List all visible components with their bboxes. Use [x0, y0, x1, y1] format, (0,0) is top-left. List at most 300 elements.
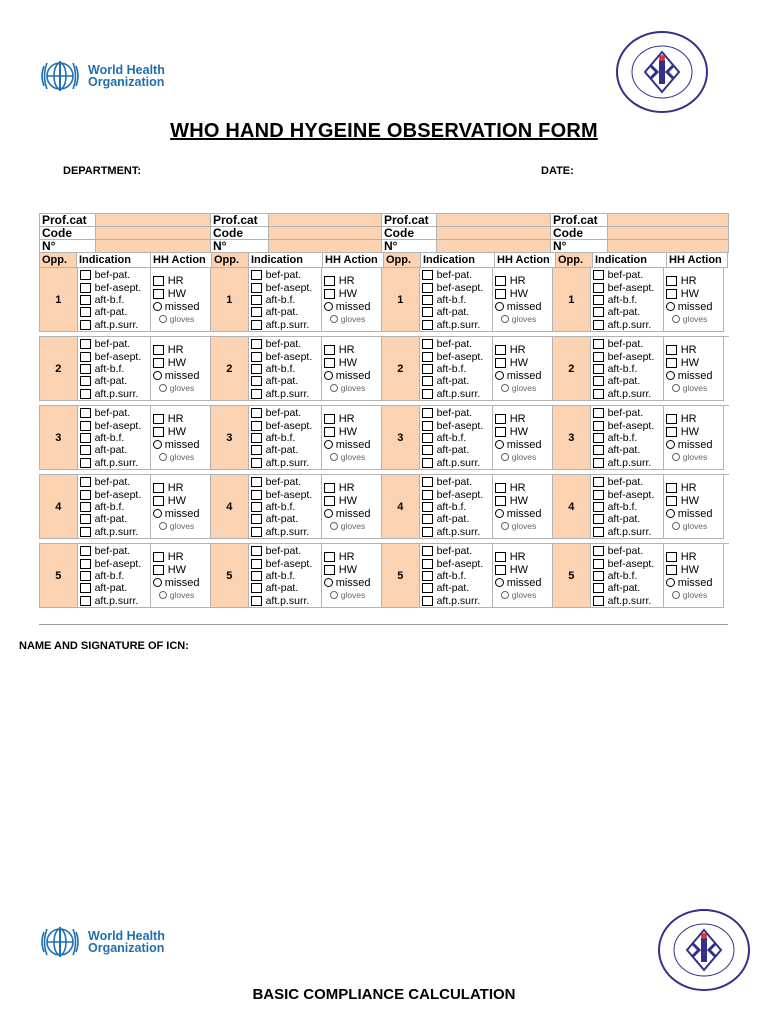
checkbox[interactable]	[495, 276, 506, 286]
checkbox[interactable]	[593, 283, 604, 293]
action-option-hr[interactable]	[493, 274, 552, 287]
prof-cat-field[interactable]	[608, 214, 729, 227]
indication-option[interactable]	[249, 375, 321, 387]
checkbox[interactable]	[495, 358, 506, 368]
checkbox[interactable]	[422, 389, 433, 399]
radio-button[interactable]	[501, 522, 509, 530]
action-option-missed[interactable]	[664, 369, 723, 382]
action-option-missed[interactable]	[493, 438, 552, 451]
action-option-missed[interactable]	[322, 438, 381, 451]
action-option-hr[interactable]	[493, 343, 552, 356]
action-option-hr[interactable]	[664, 412, 723, 425]
checkbox[interactable]	[80, 514, 91, 524]
checkbox[interactable]	[593, 421, 604, 431]
action-option-hw[interactable]	[493, 287, 552, 300]
checkbox[interactable]	[422, 559, 433, 569]
prof-cat-field[interactable]	[96, 214, 211, 227]
indication-option[interactable]	[591, 557, 663, 569]
checkbox[interactable]	[153, 427, 164, 437]
indication-option[interactable]	[78, 457, 150, 469]
indication-option[interactable]	[78, 306, 150, 318]
action-option-hr[interactable]	[493, 550, 552, 563]
checkbox[interactable]	[593, 583, 604, 593]
radio-button[interactable]	[495, 371, 504, 380]
checkbox[interactable]	[251, 445, 262, 455]
radio-button[interactable]	[495, 302, 504, 311]
indication-option[interactable]	[420, 582, 492, 594]
checkbox[interactable]	[80, 339, 91, 349]
indication-option[interactable]	[249, 513, 321, 525]
indication-option[interactable]	[591, 407, 663, 419]
action-option-hw[interactable]	[493, 356, 552, 369]
checkbox[interactable]	[324, 552, 335, 562]
indication-option[interactable]	[249, 294, 321, 306]
checkbox[interactable]	[324, 565, 335, 575]
radio-button[interactable]	[153, 371, 162, 380]
checkbox[interactable]	[422, 421, 433, 431]
checkbox[interactable]	[593, 433, 604, 443]
indication-option[interactable]	[591, 388, 663, 400]
indication-option[interactable]	[420, 338, 492, 350]
indication-option[interactable]	[249, 269, 321, 281]
indication-option[interactable]	[78, 570, 150, 582]
action-option-missed[interactable]	[664, 300, 723, 313]
indication-option[interactable]	[249, 488, 321, 500]
checkbox[interactable]	[593, 571, 604, 581]
action-option-hr[interactable]	[493, 412, 552, 425]
action-option-hr[interactable]	[664, 550, 723, 563]
checkbox[interactable]	[80, 583, 91, 593]
indication-option[interactable]	[591, 488, 663, 500]
code-field[interactable]	[96, 227, 211, 240]
checkbox[interactable]	[251, 596, 262, 606]
checkbox[interactable]	[251, 583, 262, 593]
checkbox[interactable]	[251, 490, 262, 500]
radio-button[interactable]	[495, 578, 504, 587]
checkbox[interactable]	[422, 596, 433, 606]
indication-option[interactable]	[78, 444, 150, 456]
action-option-hw[interactable]	[493, 563, 552, 576]
indication-option[interactable]	[78, 419, 150, 431]
indication-option[interactable]	[78, 557, 150, 569]
indication-option[interactable]	[249, 557, 321, 569]
indication-option[interactable]	[591, 476, 663, 488]
code-field[interactable]	[608, 227, 729, 240]
indication-option[interactable]	[420, 488, 492, 500]
checkbox[interactable]	[495, 483, 506, 493]
checkbox[interactable]	[251, 283, 262, 293]
checkbox[interactable]	[251, 376, 262, 386]
checkbox[interactable]	[251, 502, 262, 512]
action-option-hw[interactable]	[493, 494, 552, 507]
radio-button[interactable]	[501, 591, 509, 599]
checkbox[interactable]	[324, 289, 335, 299]
number-field[interactable]	[269, 240, 382, 253]
prof-cat-field[interactable]	[437, 214, 551, 227]
indication-option[interactable]	[78, 319, 150, 331]
checkbox[interactable]	[593, 408, 604, 418]
radio-button[interactable]	[501, 315, 509, 323]
action-option-gloves[interactable]	[664, 382, 723, 394]
indication-option[interactable]	[249, 338, 321, 350]
checkbox[interactable]	[593, 389, 604, 399]
action-option-gloves[interactable]	[151, 451, 210, 463]
indication-option[interactable]	[420, 501, 492, 513]
action-option-missed[interactable]	[493, 576, 552, 589]
action-option-hw[interactable]	[322, 425, 381, 438]
radio-button[interactable]	[672, 522, 680, 530]
action-option-hw[interactable]	[322, 356, 381, 369]
checkbox[interactable]	[422, 408, 433, 418]
checkbox[interactable]	[251, 458, 262, 468]
checkbox[interactable]	[593, 514, 604, 524]
indication-option[interactable]	[420, 269, 492, 281]
checkbox[interactable]	[422, 502, 433, 512]
checkbox[interactable]	[422, 458, 433, 468]
checkbox[interactable]	[80, 571, 91, 581]
checkbox[interactable]	[80, 596, 91, 606]
indication-option[interactable]	[249, 319, 321, 331]
action-option-hr[interactable]	[151, 481, 210, 494]
number-field[interactable]	[96, 240, 211, 253]
checkbox[interactable]	[593, 490, 604, 500]
checkbox[interactable]	[422, 583, 433, 593]
action-option-gloves[interactable]	[664, 520, 723, 532]
indication-option[interactable]	[249, 281, 321, 293]
checkbox[interactable]	[422, 490, 433, 500]
action-option-hr[interactable]	[664, 274, 723, 287]
radio-button[interactable]	[330, 315, 338, 323]
indication-option[interactable]	[78, 294, 150, 306]
checkbox[interactable]	[80, 477, 91, 487]
checkbox[interactable]	[80, 421, 91, 431]
checkbox[interactable]	[593, 270, 604, 280]
indication-option[interactable]	[420, 457, 492, 469]
checkbox[interactable]	[422, 283, 433, 293]
action-option-gloves[interactable]	[151, 382, 210, 394]
action-option-missed[interactable]	[664, 438, 723, 451]
indication-option[interactable]	[78, 375, 150, 387]
indication-option[interactable]	[78, 488, 150, 500]
radio-button[interactable]	[330, 453, 338, 461]
checkbox[interactable]	[422, 295, 433, 305]
action-option-gloves[interactable]	[322, 313, 381, 325]
checkbox[interactable]	[422, 514, 433, 524]
checkbox[interactable]	[593, 596, 604, 606]
indication-option[interactable]	[78, 363, 150, 375]
action-option-hw[interactable]	[322, 563, 381, 576]
indication-option[interactable]	[420, 407, 492, 419]
indication-option[interactable]	[420, 294, 492, 306]
checkbox[interactable]	[153, 552, 164, 562]
checkbox[interactable]	[324, 483, 335, 493]
radio-button[interactable]	[672, 591, 680, 599]
action-option-missed[interactable]	[151, 576, 210, 589]
indication-option[interactable]	[591, 526, 663, 538]
radio-button[interactable]	[330, 522, 338, 530]
checkbox[interactable]	[251, 477, 262, 487]
indication-option[interactable]	[420, 432, 492, 444]
indication-option[interactable]	[591, 419, 663, 431]
action-option-gloves[interactable]	[322, 451, 381, 463]
action-option-hr[interactable]	[151, 274, 210, 287]
checkbox[interactable]	[495, 565, 506, 575]
radio-button[interactable]	[153, 440, 162, 449]
indication-option[interactable]	[78, 595, 150, 607]
radio-button[interactable]	[159, 384, 167, 392]
indication-option[interactable]	[591, 582, 663, 594]
checkbox[interactable]	[251, 546, 262, 556]
indication-option[interactable]	[249, 501, 321, 513]
number-field[interactable]	[608, 240, 729, 253]
checkbox[interactable]	[80, 490, 91, 500]
checkbox[interactable]	[251, 339, 262, 349]
action-option-missed[interactable]	[322, 369, 381, 382]
indication-option[interactable]	[591, 513, 663, 525]
indication-option[interactable]	[249, 363, 321, 375]
indication-option[interactable]	[249, 476, 321, 488]
indication-option[interactable]	[78, 545, 150, 557]
checkbox[interactable]	[324, 358, 335, 368]
checkbox[interactable]	[422, 376, 433, 386]
checkbox[interactable]	[593, 458, 604, 468]
checkbox[interactable]	[666, 483, 677, 493]
checkbox[interactable]	[422, 307, 433, 317]
radio-button[interactable]	[495, 440, 504, 449]
action-option-gloves[interactable]	[493, 313, 552, 325]
checkbox[interactable]	[666, 427, 677, 437]
checkbox[interactable]	[666, 414, 677, 424]
indication-option[interactable]	[420, 375, 492, 387]
checkbox[interactable]	[251, 307, 262, 317]
radio-button[interactable]	[495, 509, 504, 518]
action-option-hr[interactable]	[493, 481, 552, 494]
indication-option[interactable]	[249, 545, 321, 557]
checkbox[interactable]	[422, 546, 433, 556]
indication-option[interactable]	[420, 419, 492, 431]
indication-option[interactable]	[249, 444, 321, 456]
radio-button[interactable]	[330, 591, 338, 599]
indication-option[interactable]	[249, 595, 321, 607]
action-option-missed[interactable]	[322, 507, 381, 520]
radio-button[interactable]	[324, 371, 333, 380]
radio-button[interactable]	[666, 302, 675, 311]
checkbox[interactable]	[324, 496, 335, 506]
checkbox[interactable]	[80, 408, 91, 418]
checkbox[interactable]	[80, 283, 91, 293]
checkbox[interactable]	[422, 527, 433, 537]
checkbox[interactable]	[593, 352, 604, 362]
checkbox[interactable]	[666, 565, 677, 575]
indication-option[interactable]	[591, 501, 663, 513]
checkbox[interactable]	[324, 427, 335, 437]
checkbox[interactable]	[666, 358, 677, 368]
checkbox[interactable]	[593, 364, 604, 374]
checkbox[interactable]	[324, 345, 335, 355]
checkbox[interactable]	[80, 389, 91, 399]
checkbox[interactable]	[80, 307, 91, 317]
action-option-gloves[interactable]	[322, 520, 381, 532]
checkbox[interactable]	[153, 483, 164, 493]
action-option-hr[interactable]	[151, 550, 210, 563]
checkbox[interactable]	[80, 364, 91, 374]
action-option-gloves[interactable]	[493, 451, 552, 463]
checkbox[interactable]	[251, 421, 262, 431]
indication-option[interactable]	[249, 388, 321, 400]
indication-option[interactable]	[420, 513, 492, 525]
action-option-hw[interactable]	[322, 287, 381, 300]
radio-button[interactable]	[672, 315, 680, 323]
radio-button[interactable]	[159, 315, 167, 323]
checkbox[interactable]	[153, 414, 164, 424]
indication-option[interactable]	[249, 432, 321, 444]
radio-button[interactable]	[666, 578, 675, 587]
checkbox[interactable]	[593, 559, 604, 569]
indication-option[interactable]	[591, 432, 663, 444]
checkbox[interactable]	[80, 270, 91, 280]
action-option-hr[interactable]	[322, 274, 381, 287]
action-option-gloves[interactable]	[493, 589, 552, 601]
checkbox[interactable]	[422, 352, 433, 362]
checkbox[interactable]	[422, 433, 433, 443]
checkbox[interactable]	[251, 559, 262, 569]
action-option-hr[interactable]	[664, 481, 723, 494]
action-option-hw[interactable]	[151, 494, 210, 507]
radio-button[interactable]	[324, 578, 333, 587]
radio-button[interactable]	[672, 384, 680, 392]
indication-option[interactable]	[78, 388, 150, 400]
action-option-missed[interactable]	[151, 507, 210, 520]
radio-button[interactable]	[501, 453, 509, 461]
radio-button[interactable]	[153, 578, 162, 587]
radio-button[interactable]	[324, 509, 333, 518]
indication-option[interactable]	[78, 281, 150, 293]
checkbox[interactable]	[593, 376, 604, 386]
radio-button[interactable]	[159, 453, 167, 461]
checkbox[interactable]	[495, 414, 506, 424]
indication-option[interactable]	[591, 444, 663, 456]
checkbox[interactable]	[593, 295, 604, 305]
action-option-missed[interactable]	[151, 369, 210, 382]
indication-option[interactable]	[591, 294, 663, 306]
checkbox[interactable]	[666, 496, 677, 506]
checkbox[interactable]	[666, 289, 677, 299]
radio-button[interactable]	[666, 440, 675, 449]
action-option-hw[interactable]	[151, 563, 210, 576]
indication-option[interactable]	[591, 306, 663, 318]
checkbox[interactable]	[153, 276, 164, 286]
action-option-hw[interactable]	[664, 287, 723, 300]
action-option-hr[interactable]	[322, 343, 381, 356]
checkbox[interactable]	[251, 389, 262, 399]
checkbox[interactable]	[153, 345, 164, 355]
indication-option[interactable]	[591, 319, 663, 331]
code-field[interactable]	[437, 227, 551, 240]
prof-cat-field[interactable]	[269, 214, 382, 227]
action-option-hw[interactable]	[322, 494, 381, 507]
action-option-missed[interactable]	[151, 438, 210, 451]
checkbox[interactable]	[251, 408, 262, 418]
radio-button[interactable]	[324, 302, 333, 311]
checkbox[interactable]	[80, 295, 91, 305]
action-option-gloves[interactable]	[493, 520, 552, 532]
indication-option[interactable]	[78, 526, 150, 538]
indication-option[interactable]	[78, 582, 150, 594]
checkbox[interactable]	[153, 358, 164, 368]
checkbox[interactable]	[495, 289, 506, 299]
indication-option[interactable]	[249, 457, 321, 469]
indication-option[interactable]	[420, 545, 492, 557]
checkbox[interactable]	[593, 477, 604, 487]
checkbox[interactable]	[666, 552, 677, 562]
checkbox[interactable]	[80, 445, 91, 455]
indication-option[interactable]	[591, 269, 663, 281]
indication-option[interactable]	[591, 281, 663, 293]
indication-option[interactable]	[591, 363, 663, 375]
checkbox[interactable]	[422, 320, 433, 330]
action-option-gloves[interactable]	[322, 382, 381, 394]
action-option-hw[interactable]	[664, 356, 723, 369]
checkbox[interactable]	[593, 546, 604, 556]
checkbox[interactable]	[251, 320, 262, 330]
checkbox[interactable]	[422, 571, 433, 581]
action-option-hw[interactable]	[151, 287, 210, 300]
indication-option[interactable]	[78, 432, 150, 444]
checkbox[interactable]	[80, 433, 91, 443]
indication-option[interactable]	[420, 570, 492, 582]
checkbox[interactable]	[593, 502, 604, 512]
indication-option[interactable]	[78, 501, 150, 513]
action-option-hw[interactable]	[151, 425, 210, 438]
indication-option[interactable]	[249, 306, 321, 318]
checkbox[interactable]	[251, 295, 262, 305]
checkbox[interactable]	[422, 339, 433, 349]
action-option-hr[interactable]	[151, 412, 210, 425]
indication-option[interactable]	[420, 306, 492, 318]
action-option-gloves[interactable]	[151, 313, 210, 325]
checkbox[interactable]	[251, 433, 262, 443]
checkbox[interactable]	[80, 502, 91, 512]
action-option-missed[interactable]	[322, 576, 381, 589]
action-option-hr[interactable]	[664, 343, 723, 356]
indication-option[interactable]	[591, 595, 663, 607]
action-option-gloves[interactable]	[322, 589, 381, 601]
checkbox[interactable]	[251, 571, 262, 581]
checkbox[interactable]	[80, 458, 91, 468]
checkbox[interactable]	[422, 445, 433, 455]
checkbox[interactable]	[153, 496, 164, 506]
code-field[interactable]	[269, 227, 382, 240]
checkbox[interactable]	[251, 514, 262, 524]
checkbox[interactable]	[80, 352, 91, 362]
indication-option[interactable]	[249, 419, 321, 431]
checkbox[interactable]	[80, 376, 91, 386]
radio-button[interactable]	[666, 509, 675, 518]
checkbox[interactable]	[495, 496, 506, 506]
indication-option[interactable]	[591, 457, 663, 469]
action-option-missed[interactable]	[151, 300, 210, 313]
radio-button[interactable]	[153, 509, 162, 518]
checkbox[interactable]	[153, 565, 164, 575]
checkbox[interactable]	[251, 352, 262, 362]
indication-option[interactable]	[249, 407, 321, 419]
indication-option[interactable]	[249, 526, 321, 538]
checkbox[interactable]	[593, 339, 604, 349]
checkbox[interactable]	[422, 270, 433, 280]
checkbox[interactable]	[495, 427, 506, 437]
checkbox[interactable]	[593, 527, 604, 537]
indication-option[interactable]	[78, 476, 150, 488]
